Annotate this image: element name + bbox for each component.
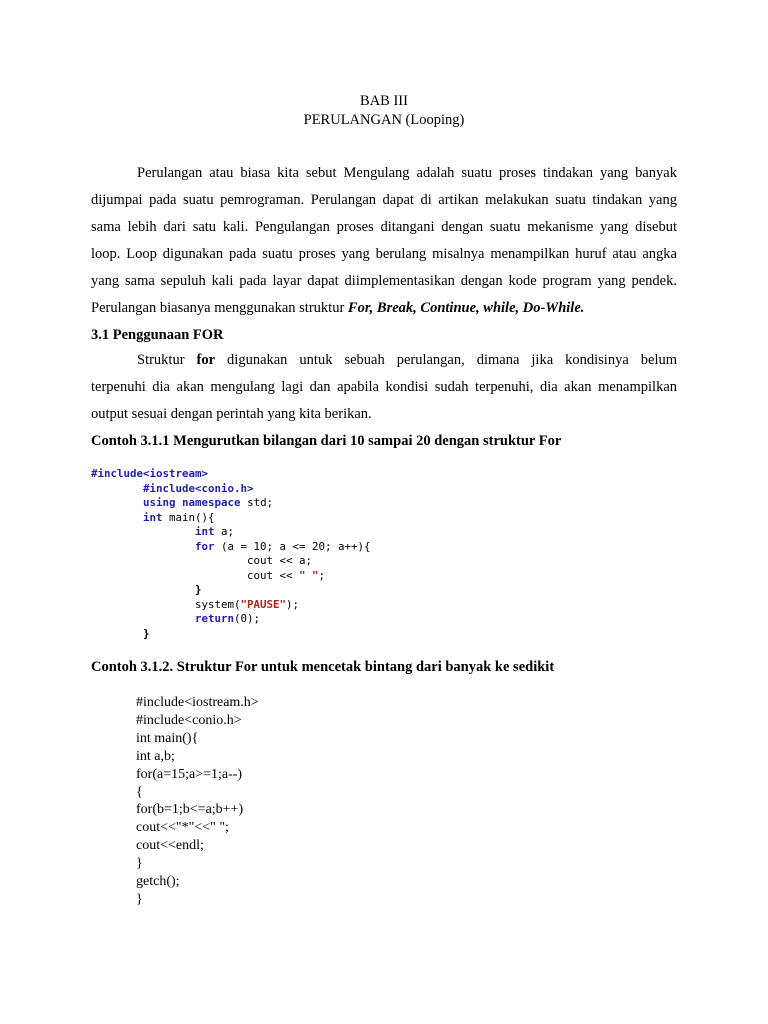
code-line <box>91 627 150 640</box>
code-line: cout<<endl; <box>136 838 204 854</box>
code-line <box>91 496 273 509</box>
code-text: main(){ <box>162 510 215 524</box>
string-literal: " " <box>299 568 319 582</box>
code-line <box>91 612 260 625</box>
include-header: <iostream> <box>143 467 209 480</box>
example2-heading: Contoh 3.1.2. Struktur For untuk mencetak bintang dari banyak ke sedikit <box>91 659 555 675</box>
intro-line: Perulangan atau biasa kita sebut Mengulang adalah suatu proses tindakan yang banyak <box>137 165 677 181</box>
code-line <box>91 482 254 495</box>
keyword: using <box>143 496 176 509</box>
for-line <box>91 347 677 374</box>
code-line <box>91 511 215 524</box>
code-text: ); <box>286 597 300 611</box>
code-text: } <box>195 583 202 596</box>
intro-line-last <box>91 295 677 322</box>
example1-heading: Contoh 3.1.1 Mengurutkan bilangan dari 10 sampai 20 dengan struktur For <box>91 433 562 449</box>
code-line <box>91 598 299 611</box>
code-text: cout << <box>247 568 300 582</box>
code-line: getch(); <box>136 874 180 890</box>
code-line: for(b=1;b<=a;b++) <box>136 802 244 818</box>
code-block-colored <box>91 467 371 641</box>
include-header: <conio.h> <box>195 481 254 495</box>
for-keyword: for <box>196 352 216 368</box>
for-line-text: digunakan untuk sebuah perulangan, dimana jika kondisinya belum <box>215 352 677 368</box>
code-line <box>91 583 202 596</box>
code-line <box>91 525 234 538</box>
section-heading: 3.1 Penggunaan FOR <box>91 327 224 343</box>
code-line: #include<conio.h> <box>136 712 242 728</box>
code-line: } <box>136 891 143 907</box>
code-text: system( <box>195 597 241 611</box>
intro-line: dijumpai pada suatu pemrograman. Perulangan dapat di artikan melakukan suatu tindakan yang <box>91 192 677 208</box>
code-line: #include<iostream.h> <box>136 695 259 710</box>
code-text: a; <box>214 525 235 538</box>
code-line <box>91 554 312 567</box>
code-line <box>91 467 208 480</box>
code-text: std; <box>240 496 274 509</box>
code-line: cout<<"*"<<" "; <box>136 820 229 836</box>
intro-last-text: Perulangan biasanya menggunakan struktur <box>91 300 348 316</box>
code-line: } <box>136 856 143 872</box>
code-text: (a = 10; a <= 20; a++){ <box>214 539 371 553</box>
include-directive: #include <box>143 481 196 495</box>
intro-structures-emphasis: For, Break, Continue, while, Do-While. <box>347 300 585 316</box>
intro-paragraph <box>91 160 677 322</box>
code-line: int main(){ <box>136 730 199 746</box>
code-text: ; <box>318 568 326 582</box>
code-line: { <box>136 784 143 800</box>
code-block-plain <box>136 694 259 909</box>
for-line-text: Struktur <box>137 352 197 368</box>
keyword: namespace <box>182 496 241 509</box>
for-paragraph <box>91 347 677 428</box>
code-line <box>91 569 325 582</box>
keyword: int <box>195 525 215 538</box>
code-line: for(a=15;a>=1;a--) <box>136 766 243 782</box>
code-text: (0); <box>234 612 261 625</box>
code-line <box>91 540 371 553</box>
string-literal: "PAUSE" <box>240 597 287 611</box>
intro-line: sama lebih dari satu kali. Pengulangan proses ditangani dengan suatu mekanisme yang disebut <box>91 219 677 235</box>
code-text: cout << a; <box>247 554 313 567</box>
keyword: int <box>143 510 163 524</box>
code-line: int a,b; <box>136 748 175 764</box>
intro-line: loop. Loop digunakan pada suatu proses yang berulang misalnya menampilkan huruf atau angka <box>91 246 677 262</box>
intro-line: yang sama sepuluh kali pada layar dapat diimplementasikan dengan kode program yang pendek. <box>91 273 677 289</box>
chapter-number: BAB III <box>360 93 408 109</box>
keyword: return <box>195 612 235 625</box>
for-line: terpenuhi dia akan mengulang lagi dan apabila kondisi sudah terpenuhi, dia akan menampilkan <box>91 379 677 395</box>
chapter-title: PERULANGAN (Looping) <box>303 112 465 128</box>
include-directive: #include <box>91 467 144 480</box>
code-text: } <box>143 626 150 640</box>
for-line: output sesuai dengan perintah yang kita berikan. <box>91 406 372 422</box>
keyword: for <box>195 539 215 553</box>
